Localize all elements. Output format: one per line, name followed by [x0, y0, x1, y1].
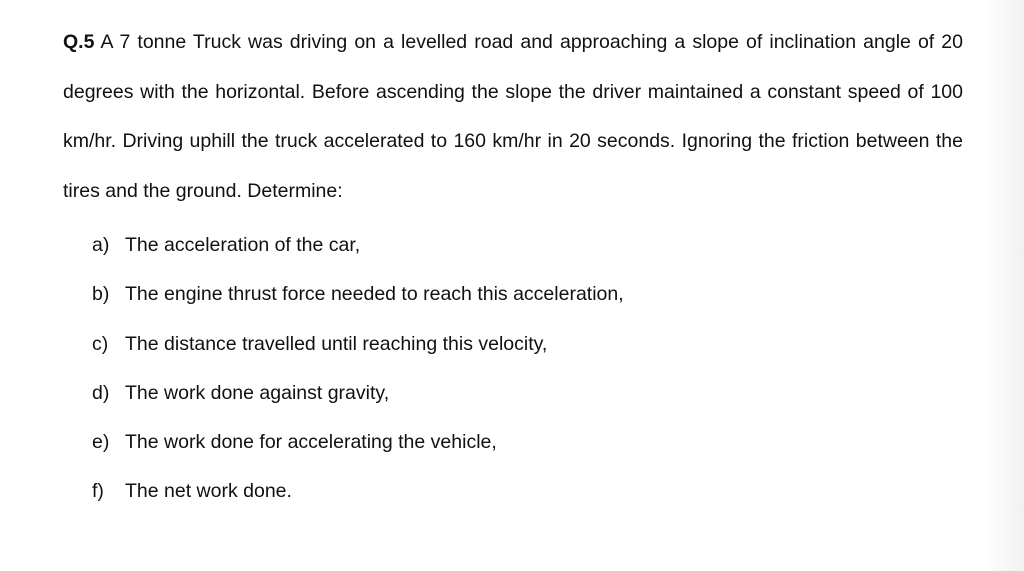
- part-text: The engine thrust force needed to reach this acceleration,: [125, 283, 624, 306]
- part-text: The net work done.: [125, 480, 292, 503]
- list-item: [92, 276, 624, 325]
- question-text: A 7 tonne Truck was driving on a levelled road and approaching a slope of inclination angle of 20 degrees with the horizontal. Before ascending the slope the driver maintained a constant speed of 100 km/hr. Driving uphill the truck accelerated to 160 km/hr in 20 seconds. Ignoring the friction between the tires and the ground. Determine:: [63, 31, 964, 202]
- part-text: The work done for accelerating the vehicle,: [125, 431, 497, 454]
- part-letter: e): [92, 431, 110, 454]
- part-letter: f): [92, 480, 104, 503]
- page-edge-shadow: [984, 0, 1024, 571]
- part-letter: b): [92, 283, 110, 306]
- part-letter: c): [92, 332, 109, 355]
- list-item: [92, 375, 624, 424]
- part-text: The distance travelled until reaching this velocity,: [125, 332, 548, 355]
- part-text: The acceleration of the car,: [125, 234, 361, 256]
- part-letter: d): [92, 381, 110, 404]
- question-parts-list: [92, 227, 624, 523]
- part-text: The work done against gravity,: [125, 381, 390, 404]
- part-letter: a): [92, 234, 110, 256]
- list-item: [92, 473, 624, 522]
- list-item: [92, 424, 624, 473]
- list-item: [92, 326, 624, 375]
- question-paragraph: [63, 18, 963, 216]
- question-number: Q.5: [63, 31, 95, 53]
- list-item: [92, 227, 624, 276]
